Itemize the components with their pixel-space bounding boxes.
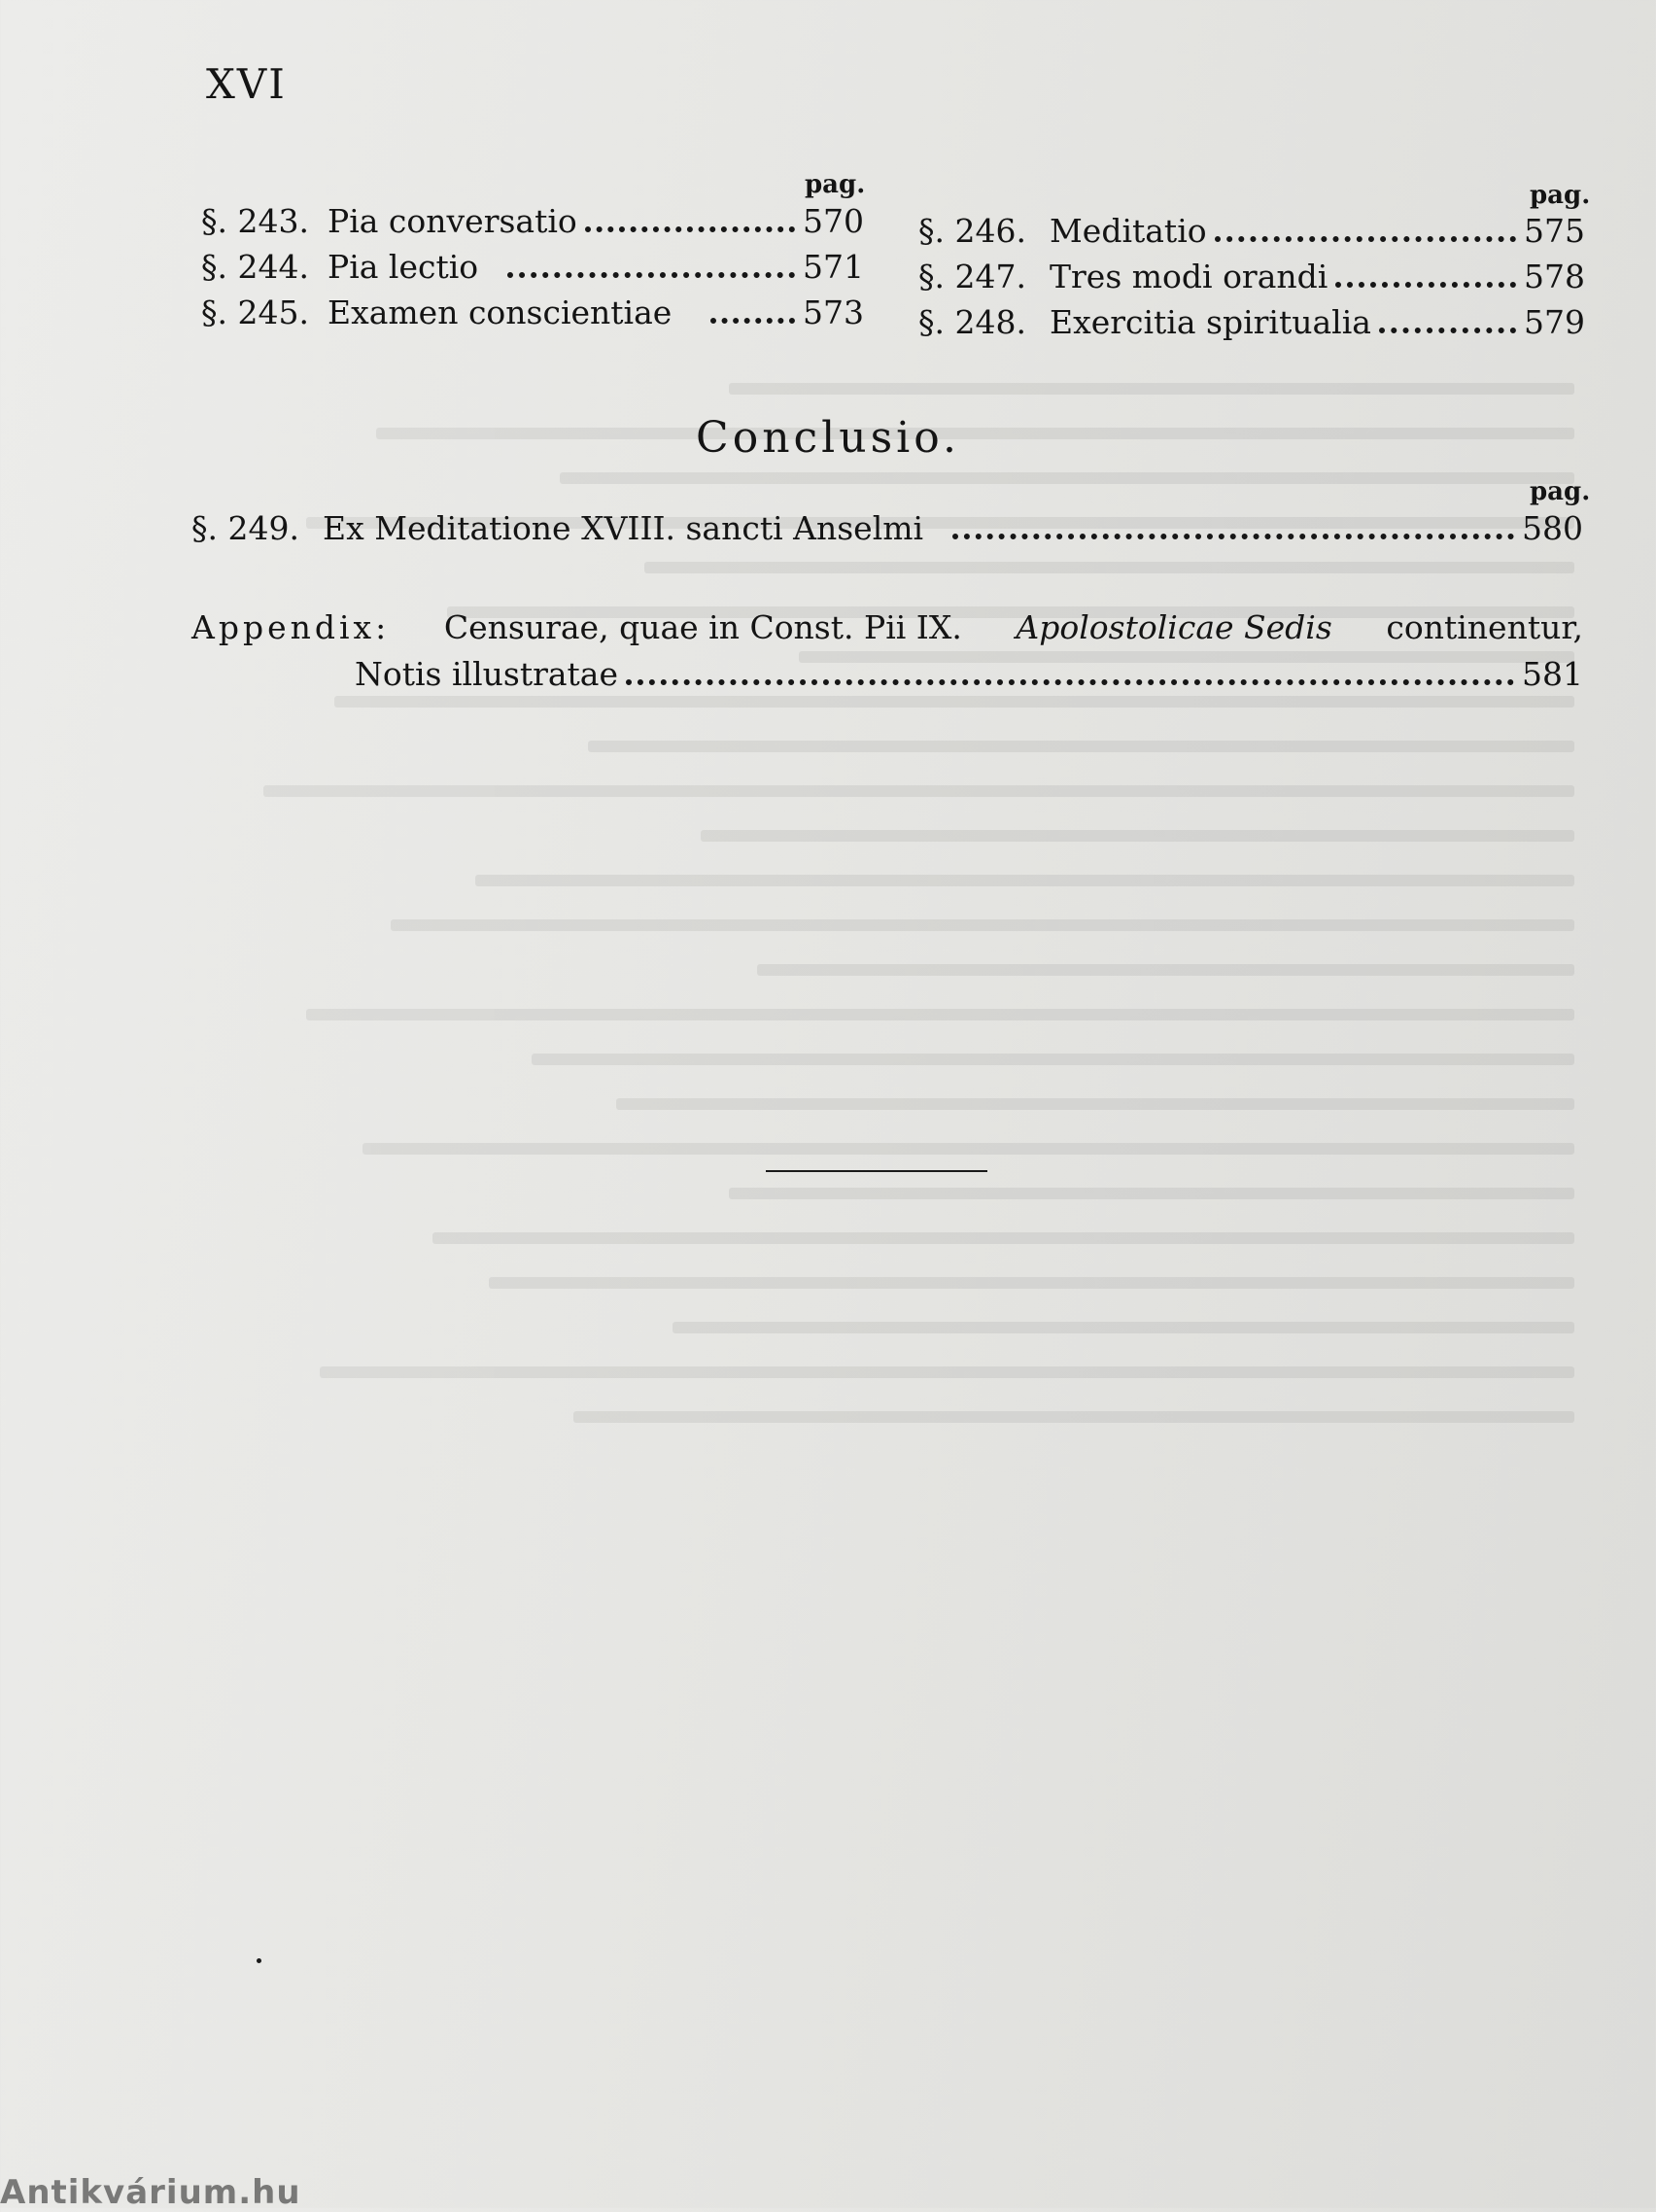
toc-entry (918, 204, 1585, 250)
toc-left-column (201, 194, 864, 331)
dot-leader (507, 272, 795, 278)
dot-leader (1379, 328, 1516, 333)
toc-right-column (918, 204, 1585, 341)
toc-page-number: 570 (803, 202, 864, 240)
toc-page-number: 578 (1524, 258, 1585, 295)
appendix-italic-title: Apolostolicae Sedis (1016, 608, 1332, 646)
appendix-continuation: Notis illustratae (355, 655, 619, 693)
ink-speck (257, 1958, 261, 1963)
toc-entry (918, 295, 1585, 341)
appendix-label: Appendix: (191, 608, 391, 646)
toc-entry (201, 286, 864, 331)
toc-entry-title: Meditatio (1050, 212, 1207, 250)
dot-leader (626, 679, 1514, 685)
pag-label-left: pag. (805, 170, 866, 199)
toc-page-number: 573 (803, 294, 864, 331)
toc-section-number: §. 243. (201, 202, 309, 240)
toc-entry (201, 194, 864, 240)
appendix-text-end: continentur, (1386, 608, 1583, 646)
toc-entry-conclusio (191, 501, 1583, 547)
toc-section-number: §. 244. (201, 248, 309, 286)
toc-page-number: 571 (803, 248, 864, 286)
dot-leader (1335, 282, 1516, 288)
toc-page-number: 575 (1524, 212, 1585, 250)
toc-section-number: §. 246. (918, 212, 1026, 250)
toc-page-number: 579 (1524, 303, 1585, 341)
pag-label-conclusio: pag. (1530, 477, 1591, 506)
pag-label-right: pag. (1530, 181, 1591, 210)
appendix-first-line (191, 600, 1583, 646)
dot-leader (710, 318, 795, 324)
appendix-text: Censurae, quae in Const. Pii IX. (443, 608, 962, 646)
appendix-entry (191, 600, 1583, 693)
toc-section-number: §. 248. (918, 303, 1026, 341)
appendix-second-line (191, 646, 1583, 693)
toc-entry-title: Tres modi orandi (1050, 258, 1328, 295)
toc-entry-title: Pia lectio (328, 248, 479, 286)
section-heading-conclusio: Conclusio. (696, 413, 960, 463)
watermark-text: Antikvárium.hu (0, 2173, 301, 2212)
toc-entry (918, 250, 1585, 295)
toc-page-number: 581 (1522, 655, 1583, 693)
horizontal-rule (766, 1170, 987, 1172)
toc-section-number: §. 245. (201, 294, 309, 331)
dot-leader (585, 226, 795, 232)
toc-entry (201, 240, 864, 286)
toc-entry-title: Pia conversatio (328, 202, 577, 240)
dot-leader (1215, 236, 1516, 242)
toc-section-number: §. 249. (191, 509, 299, 547)
page-number: XVI (206, 60, 287, 108)
toc-entry-title: Examen conscientiae (328, 294, 673, 331)
toc-page-number: 580 (1522, 509, 1583, 547)
toc-entry-title: Exercitia spiritualia (1050, 303, 1371, 341)
toc-section-number: §. 247. (918, 258, 1026, 295)
dot-leader (952, 534, 1514, 539)
toc-entry-title: Ex Meditatione XVIII. sancti Anselmi (323, 509, 924, 547)
